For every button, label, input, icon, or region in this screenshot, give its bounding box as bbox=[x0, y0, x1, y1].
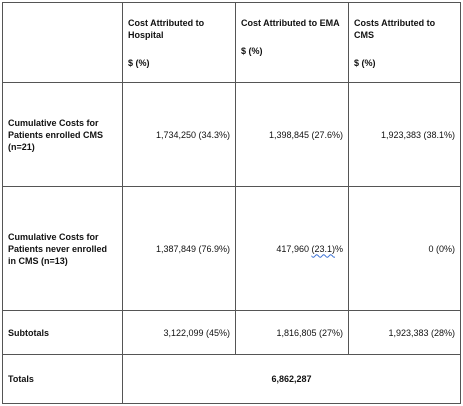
header-cms-title: Costs Attributed to CMS bbox=[354, 18, 436, 40]
ema-subtotal-cell: 1,816,805 (27%) bbox=[236, 311, 349, 355]
hospital-cost-cell: 1,387,849 (76.9%) bbox=[123, 187, 236, 311]
ema-cost-value: 417,960 bbox=[276, 243, 312, 254]
cms-subtotal-cell: 1,923,383 (28%) bbox=[349, 311, 461, 355]
header-hospital-title: Cost Attributed to Hospital bbox=[128, 18, 205, 40]
ema-cost-percent-sign: % bbox=[334, 243, 343, 254]
totals-label: Totals bbox=[3, 355, 123, 404]
header-hospital-cell bbox=[123, 3, 236, 83]
table-row bbox=[3, 83, 461, 187]
subtotal-label: Subtotals bbox=[3, 311, 123, 355]
totals-value: 6,862,287 bbox=[123, 355, 461, 404]
header-ema-unit: $ (%) bbox=[241, 46, 263, 56]
hospital-subtotal-cell: 3,122,099 (45%) bbox=[123, 311, 236, 355]
ema-cost-percent-spellcheck: (23.1) bbox=[311, 243, 335, 254]
hospital-cost-cell: 1,734,250 (34.3%) bbox=[123, 83, 236, 187]
ema-cost-cell bbox=[236, 187, 349, 311]
cms-cost-cell: 0 (0%) bbox=[349, 187, 461, 311]
row-label: Cumulative Costs for Patients enrolled CMS (n=21) bbox=[3, 83, 123, 187]
cms-cost-cell: 1,923,383 (38.1%) bbox=[349, 83, 461, 187]
header-ema-cell bbox=[236, 3, 349, 83]
header-cms-cell bbox=[349, 3, 461, 83]
header-cms-unit: $ (%) bbox=[354, 58, 376, 68]
header-corner-cell bbox=[3, 3, 123, 83]
totals-row bbox=[3, 355, 461, 404]
table-row bbox=[3, 187, 461, 311]
cost-table bbox=[2, 2, 461, 404]
header-ema-title: Cost Attributed to EMA bbox=[241, 18, 340, 28]
header-row bbox=[3, 3, 461, 83]
row-label: Cumulative Costs for Patients never enrolled in CMS (n=13) bbox=[3, 187, 123, 311]
ema-cost-cell: 1,398,845 (27.6%) bbox=[236, 83, 349, 187]
subtotal-row bbox=[3, 311, 461, 355]
header-hospital-unit: $ (%) bbox=[128, 58, 150, 68]
